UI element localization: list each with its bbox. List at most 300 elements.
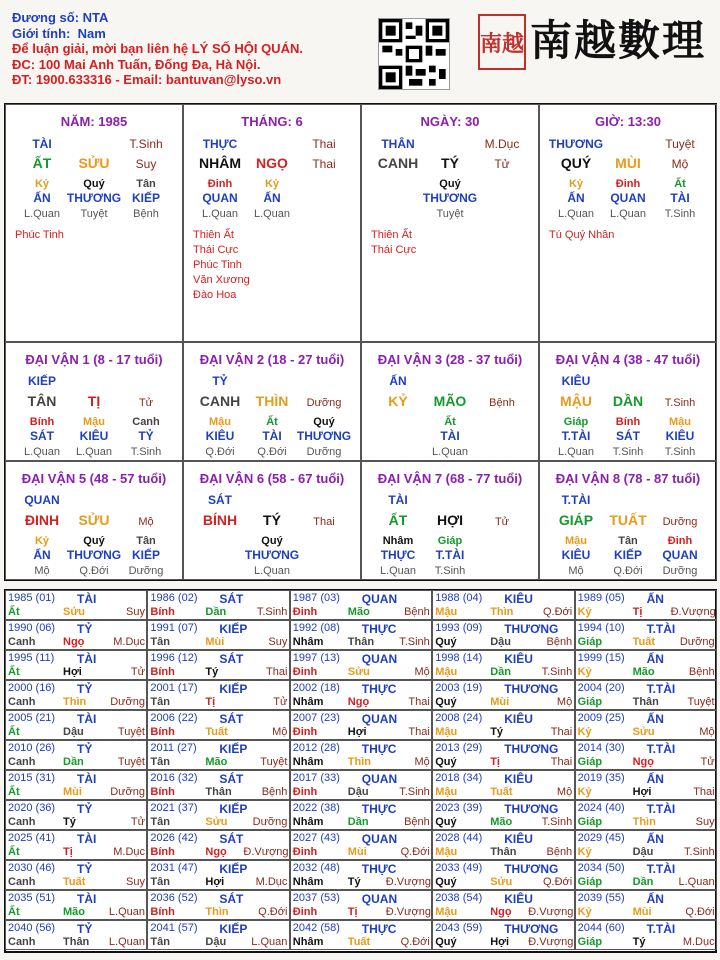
year-state: Bệnh xyxy=(546,846,573,858)
year-branch: Mão xyxy=(63,906,85,918)
year-branch: Tý xyxy=(63,816,76,828)
year-label: 2021 (37) xyxy=(150,802,198,814)
dai-van-god: TÀI xyxy=(388,493,408,507)
year-state: Q.Đới xyxy=(400,936,430,948)
dai-van-god: QUAN xyxy=(24,493,60,507)
year-stem: Nhâm xyxy=(292,816,324,828)
dai-van-stem: KỶ xyxy=(388,393,408,409)
hidden-stem: Quý xyxy=(261,535,283,547)
year-stem: Quý xyxy=(435,936,457,948)
hidden-god: T.TÀI xyxy=(435,548,465,562)
year-label: 2043 (59) xyxy=(435,922,483,934)
hidden-god: KIẾP xyxy=(131,548,160,562)
year-branch: Ngọ xyxy=(347,696,370,708)
year-label: 2044 (60) xyxy=(577,922,625,934)
year-label: 1987 (03) xyxy=(292,592,340,604)
year-god: THƯƠNG xyxy=(504,622,559,636)
year-branch: Tị xyxy=(632,606,643,618)
hidden-stem: Quý xyxy=(83,535,105,547)
year-label: 1992 (08) xyxy=(292,622,340,634)
hidden-stem: Quý xyxy=(83,178,105,190)
year-branch: Dậu xyxy=(632,846,654,858)
year-stem: Mậu xyxy=(435,906,458,918)
year-branch: Hợi xyxy=(63,666,82,678)
dai-van-stem: CANH xyxy=(199,393,241,409)
year-stem: Tân xyxy=(150,756,170,768)
year-god: T.TÀI xyxy=(646,622,676,636)
dai-van-god: TỶ xyxy=(212,374,228,388)
hidden-stem: Kỷ xyxy=(34,535,50,547)
year-state: T.Sinh xyxy=(684,846,715,858)
year-stem: Kỷ xyxy=(577,726,592,738)
year-label: 2037 (53) xyxy=(292,892,340,904)
year-stem: Canh xyxy=(8,816,36,828)
special-star: Thái Cực xyxy=(193,244,239,256)
year-state: Thai xyxy=(550,756,573,768)
dai-van-title: ĐẠI VẬN 6 (58 - 67 tuổi) xyxy=(199,471,345,486)
year-label: 2012 (28) xyxy=(292,742,340,754)
gender-value: Nam xyxy=(77,25,106,41)
year-state: L.Quan xyxy=(108,936,145,948)
year-branch: Sửu xyxy=(490,876,513,888)
year-label: 2002 (18) xyxy=(292,682,340,694)
year-label: 2033 (49) xyxy=(435,862,483,874)
year-branch: Thân xyxy=(205,786,232,798)
hidden-god: TÀI xyxy=(440,429,460,443)
year-stem: Kỷ xyxy=(577,846,592,858)
year-branch: Dần xyxy=(632,876,654,888)
pillar-state-top: Tuyệt xyxy=(665,137,695,151)
dai-van-state: Thai xyxy=(313,516,335,528)
year-stem: Bính xyxy=(150,906,175,918)
year-god: THƯƠNG xyxy=(504,802,559,816)
year-state: Dưỡng xyxy=(252,816,288,828)
year-branch: Tị xyxy=(490,756,500,768)
dai-van-state: Tử xyxy=(138,397,154,409)
year-stem: Đinh xyxy=(292,726,318,738)
year-label: 2022 (38) xyxy=(292,802,340,814)
hidden-god: KIẾP xyxy=(131,191,160,205)
year-label: 1993 (09) xyxy=(435,622,483,634)
dai-van-god: SÁT xyxy=(208,493,232,507)
year-branch: Tý xyxy=(490,726,504,738)
hidden-state: Q.Đới xyxy=(79,565,109,577)
year-label: 2024 (40) xyxy=(577,802,625,814)
hidden-god: KIÊU xyxy=(665,429,695,443)
year-label: 2042 (58) xyxy=(292,922,340,934)
dai-van-stem: MẬU xyxy=(560,393,592,409)
special-star: Phúc Tinh xyxy=(193,259,242,271)
year-god: THỰC xyxy=(361,862,397,876)
hidden-state: L.Quan xyxy=(23,446,61,458)
year-state: Q.Đới xyxy=(258,906,288,918)
year-god: KIẾP xyxy=(219,802,248,816)
year-god: ẤN xyxy=(646,832,664,846)
year-stem: Canh xyxy=(8,876,36,888)
dai-van-branch: TÝ xyxy=(263,512,281,528)
hidden-state: Mộ xyxy=(568,565,584,577)
year-stem: Quý xyxy=(435,876,457,888)
year-label: 2005 (21) xyxy=(8,712,56,724)
year-label: 2034 (50) xyxy=(577,862,625,874)
year-label: 2023 (39) xyxy=(435,802,483,814)
pillar-title: GIỜ: 13:30 xyxy=(594,114,661,129)
year-branch: Thìn xyxy=(63,696,87,708)
pillar-god: THỰC xyxy=(202,137,238,151)
year-stem: Đinh xyxy=(292,786,318,798)
year-state: Q.Đới xyxy=(400,846,430,858)
year-stem: Ất xyxy=(8,726,20,738)
year-label: 1996 (12) xyxy=(150,652,198,664)
header-info xyxy=(12,10,303,88)
year-state: M.Dục xyxy=(113,846,145,858)
pillar-stem: QUÝ xyxy=(560,155,592,171)
year-branch: Mùi xyxy=(63,786,82,798)
year-label: 1994 (10) xyxy=(577,622,625,634)
hidden-state: L.Quan xyxy=(253,208,291,220)
hidden-state: Bệnh xyxy=(133,208,159,220)
year-state: M.Dục xyxy=(255,876,288,888)
year-stem: Đinh xyxy=(292,666,318,678)
pillar-title: THÁNG: 6 xyxy=(241,114,303,129)
year-branch: Tý xyxy=(347,876,361,888)
year-stem: Đinh xyxy=(292,846,318,858)
dai-van-god: KIẾP xyxy=(27,374,56,388)
phone-email-line: ĐT: 1900.633316 - Email: bantuvan@lyso.vn xyxy=(12,72,282,87)
dai-van-branch: HỢI xyxy=(437,512,463,528)
hidden-stem: Đinh xyxy=(615,178,641,190)
year-god: ẤN xyxy=(646,772,664,786)
year-stem: Nhâm xyxy=(292,636,324,648)
year-god: KIÊU xyxy=(504,652,533,666)
hidden-stem: Mậu xyxy=(565,535,587,547)
dai-van-god: ẤN xyxy=(389,374,407,388)
year-branch: Tý xyxy=(632,936,646,948)
year-state: L.Quan xyxy=(678,876,715,888)
year-label: 2008 (24) xyxy=(435,712,483,724)
year-god: ẤN xyxy=(646,652,664,666)
year-stem: Mậu xyxy=(435,666,458,678)
year-god: T.TÀI xyxy=(646,802,676,816)
year-branch: Thìn xyxy=(347,756,372,768)
hidden-state: T.Sinh xyxy=(130,446,162,458)
hidden-god: THỰC xyxy=(380,548,416,562)
year-state: Thai xyxy=(408,726,430,738)
hidden-stem: Nhâm xyxy=(382,535,414,547)
year-god: T.TÀI xyxy=(646,682,676,696)
hidden-stem: Quý xyxy=(313,416,335,428)
year-branch: Mùi xyxy=(632,906,652,918)
special-star: Thiên Ất xyxy=(193,229,234,241)
year-god: THỰC xyxy=(361,622,397,636)
hidden-state: T.Sinh xyxy=(664,208,696,220)
year-stem: Bính xyxy=(150,726,175,738)
hidden-stem: Tân xyxy=(618,535,638,547)
year-god: TỶ xyxy=(77,742,93,756)
year-god: TỶ xyxy=(77,862,93,876)
year-stem: Tân xyxy=(150,936,170,948)
year-branch: Mùi xyxy=(347,846,367,858)
year-state: Đ.Vượng xyxy=(385,906,431,918)
year-label: 2016 (32) xyxy=(150,772,198,784)
hidden-god: TỶ xyxy=(138,429,154,443)
hidden-stem: Bính xyxy=(615,416,641,428)
hidden-god: TÀI xyxy=(262,429,282,443)
year-god: THỰC xyxy=(361,802,397,816)
year-branch: Sửu xyxy=(205,816,228,828)
hidden-god: ẤN xyxy=(263,191,281,205)
dai-van-branch: SỬU xyxy=(78,512,110,528)
year-label: 2004 (20) xyxy=(577,682,625,694)
year-god: T.TÀI xyxy=(646,922,676,936)
year-label: 2025 (41) xyxy=(8,832,56,844)
hidden-god: KIÊU xyxy=(561,548,591,562)
dai-van-title: ĐẠI VẬN 1 (8 - 17 tuổi) xyxy=(25,352,163,367)
dai-van-god: T.TÀI xyxy=(561,493,591,507)
year-god: QUAN xyxy=(361,652,398,666)
year-label: 2015 (31) xyxy=(8,772,56,784)
year-god: ẤN xyxy=(646,892,664,906)
hidden-state: Q.Đới xyxy=(613,565,643,577)
year-stem: Tân xyxy=(150,636,170,648)
year-label: 1995 (11) xyxy=(8,652,55,664)
pillar-branch: NGỌ xyxy=(256,155,288,171)
year-god: THỰC xyxy=(361,742,397,756)
hidden-stem: Kỷ xyxy=(264,178,280,190)
hidden-stem: Ất xyxy=(266,416,278,428)
pillar-stem: NHÂM xyxy=(199,155,241,171)
year-stem: Giáp xyxy=(577,876,603,888)
year-branch: Dậu xyxy=(63,726,84,738)
year-state: Mộ xyxy=(414,756,430,768)
brand-logo: 南越數理 xyxy=(530,16,707,65)
special-star: Thái Cực xyxy=(371,244,417,256)
year-stem: Nhâm xyxy=(292,696,324,708)
hidden-god: ẤN xyxy=(33,191,51,205)
year-state: L.Quan xyxy=(251,936,288,948)
year-state: T.Sinh xyxy=(399,636,430,648)
year-label: 2040 (56) xyxy=(8,922,56,934)
hidden-stem: Đinh xyxy=(207,178,233,190)
year-branch: Dần xyxy=(63,756,84,768)
dai-van-branch: MÃO xyxy=(433,393,467,409)
dai-van-stem: ĐINH xyxy=(24,512,60,528)
dai-van-branch: TỊ xyxy=(87,393,101,409)
hidden-stem: Quý xyxy=(439,178,461,190)
hidden-state: Tuyệt xyxy=(80,208,108,220)
year-state: Mộ xyxy=(414,666,430,678)
year-label: 2026 (42) xyxy=(150,832,198,844)
dai-van-branch: THÌN xyxy=(255,393,289,409)
year-branch: Dần xyxy=(490,666,511,678)
year-god: KIÊU xyxy=(504,772,533,786)
year-label: 2003 (19) xyxy=(435,682,483,694)
hidden-god: QUAN xyxy=(610,191,646,205)
year-branch: Sửu xyxy=(63,606,86,618)
year-god: TỶ xyxy=(77,622,93,636)
hidden-stem: Kỷ xyxy=(568,178,584,190)
year-branch: Dần xyxy=(205,606,227,618)
year-god: T.TÀI xyxy=(646,742,676,756)
special-star: Phúc Tinh xyxy=(15,229,64,241)
dai-van-title: ĐẠI VẬN 5 (48 - 57 tuổi) xyxy=(21,471,167,486)
year-state: Tuyệt xyxy=(687,696,715,708)
year-label: 1997 (13) xyxy=(292,652,340,664)
contact-line: Để luận giải, mời bạn liên hệ LÝ SỐ HỘI QUÁN. xyxy=(12,41,303,56)
year-stem: Canh xyxy=(8,936,36,948)
year-branch: Tuất xyxy=(632,636,655,648)
year-state: Mộ xyxy=(272,726,288,738)
year-god: KIẾP xyxy=(219,622,248,636)
dai-van-state: Tử xyxy=(494,516,510,528)
year-god: KIẾP xyxy=(219,682,248,696)
year-state: Tuyệt xyxy=(260,756,288,768)
year-state: Bệnh xyxy=(404,816,430,828)
year-branch: Tuất xyxy=(63,876,86,888)
year-stem: Bính xyxy=(150,786,175,798)
year-state: Dưỡng xyxy=(110,696,145,708)
dai-van-title: ĐẠI VẬN 2 (18 - 27 tuổi) xyxy=(199,352,345,367)
pillar-god: THƯƠNG xyxy=(548,137,604,151)
hidden-god: SÁT xyxy=(616,429,640,443)
year-state: Tuyệt xyxy=(117,756,145,768)
year-god: KIÊU xyxy=(504,892,533,906)
year-state: Q.Đới xyxy=(685,906,715,918)
year-label: 2007 (23) xyxy=(292,712,340,724)
year-label: 2010 (26) xyxy=(8,742,56,754)
year-branch: Ngọ xyxy=(632,756,654,768)
year-branch: Thân xyxy=(63,936,90,948)
year-god: TÀI xyxy=(77,592,97,606)
dai-van-title: ĐẠI VẬN 7 (68 - 77 tuổi) xyxy=(377,471,523,486)
year-label: 1985 (01) xyxy=(8,592,56,604)
year-branch: Mão xyxy=(347,606,370,618)
pillar-title: NĂM: 1985 xyxy=(60,114,128,129)
hidden-state: L.Quan xyxy=(23,208,61,220)
year-god: TỶ xyxy=(77,802,93,816)
year-label: 2028 (44) xyxy=(435,832,483,844)
year-state: Tử xyxy=(273,696,288,708)
dai-van-god: KIÊU xyxy=(561,374,591,388)
pillar-state: Suy xyxy=(135,157,157,171)
year-god: THỰC xyxy=(361,922,397,936)
year-label: 2006 (22) xyxy=(150,712,198,724)
year-branch: Mão xyxy=(632,666,655,678)
year-god: QUAN xyxy=(361,772,398,786)
pillar-branch: MÙI xyxy=(615,155,641,171)
year-god: KIÊU xyxy=(504,592,533,606)
year-state: Đ.Vượng xyxy=(385,876,431,888)
dai-van-title: ĐẠI VẬN 8 (78 - 87 tuổi) xyxy=(555,471,701,486)
year-stem: Ất xyxy=(8,846,20,858)
hidden-stem: Mậu xyxy=(209,416,231,428)
year-stem: Quý xyxy=(435,816,457,828)
dai-van-stem: ẤT xyxy=(388,512,408,528)
pillar-god: THÂN xyxy=(381,137,415,151)
dai-van-state: Mộ xyxy=(138,516,154,528)
year-label: 2001 (17) xyxy=(150,682,198,694)
pillar-god: TÀI xyxy=(32,137,52,151)
year-label: 1986 (02) xyxy=(150,592,198,604)
year-state: Dưỡng xyxy=(110,786,145,798)
year-label: 2009 (25) xyxy=(577,712,625,724)
year-state: T.Sinh xyxy=(541,816,573,828)
year-branch: Mùi xyxy=(205,636,225,648)
year-branch: Sửu xyxy=(632,726,655,738)
year-god: SÁT xyxy=(219,892,244,906)
year-god: QUAN xyxy=(361,592,398,606)
year-state: Đ.Vượng xyxy=(528,906,574,918)
year-branch: Tị xyxy=(63,846,73,858)
year-label: 1999 (15) xyxy=(577,652,625,664)
hidden-god: ẤN xyxy=(33,548,51,562)
year-branch: Thân xyxy=(490,846,517,858)
hidden-stem: Ất xyxy=(444,416,456,428)
hidden-stem: Tân xyxy=(136,535,156,547)
year-state: Dưỡng xyxy=(679,636,715,648)
year-stem: Kỷ xyxy=(577,906,592,918)
year-stem: Quý xyxy=(435,636,457,648)
hidden-stem: Mậu xyxy=(669,416,691,428)
hidden-stem: Ất xyxy=(674,178,686,190)
year-state: Thai xyxy=(408,696,430,708)
year-god: T.TÀI xyxy=(646,862,676,876)
year-state: Mộ xyxy=(556,786,573,798)
year-state: Tử xyxy=(130,666,145,678)
year-god: QUAN xyxy=(361,892,398,906)
year-branch: Hợi xyxy=(205,876,225,888)
hidden-god: QUAN xyxy=(662,548,698,562)
year-branch: Dậu xyxy=(490,636,511,648)
year-god: TỶ xyxy=(77,682,93,696)
hidden-god: TÀI xyxy=(670,191,690,205)
year-god: SÁT xyxy=(219,712,244,726)
year-state: Bệnh xyxy=(404,606,430,618)
year-god: SÁT xyxy=(219,592,244,606)
year-branch: Ngọ xyxy=(205,846,227,858)
hidden-state: L.Quan xyxy=(557,208,595,220)
year-label: 2039 (55) xyxy=(577,892,625,904)
pillar-state-top: Thai xyxy=(312,137,336,151)
year-state: L.Quan xyxy=(108,906,145,918)
year-stem: Nhâm xyxy=(292,876,324,888)
year-label: 2018 (34) xyxy=(435,772,483,784)
year-stem: Ất xyxy=(8,906,20,918)
owner-label: Đương số: xyxy=(12,10,80,25)
hidden-stem: Bính xyxy=(29,416,55,428)
year-god: KIÊU xyxy=(504,712,533,726)
year-stem: Ất xyxy=(8,786,20,798)
year-label: 1991 (07) xyxy=(150,622,198,634)
year-stem: Tân xyxy=(150,816,170,828)
year-label: 2035 (51) xyxy=(8,892,56,904)
hidden-stem: Tân xyxy=(136,178,156,190)
hidden-state: L.Quan xyxy=(75,446,113,458)
dai-van-state: Bệnh xyxy=(489,397,515,409)
year-state: T.Sinh xyxy=(256,606,288,618)
year-god: KIẾP xyxy=(219,922,248,936)
hidden-stem: Đinh xyxy=(667,535,693,547)
year-stem: Nhâm xyxy=(292,936,324,948)
pillar-title: NGÀY: 30 xyxy=(420,114,480,129)
year-branch: Tuất xyxy=(490,786,513,798)
year-branch: Mùi xyxy=(490,696,510,708)
year-stem: Kỷ xyxy=(577,666,592,678)
year-branch: Mão xyxy=(205,756,228,768)
year-branch: Tị xyxy=(347,906,358,918)
year-stem: Nhâm xyxy=(292,756,324,768)
year-branch: Tuất xyxy=(347,936,371,948)
